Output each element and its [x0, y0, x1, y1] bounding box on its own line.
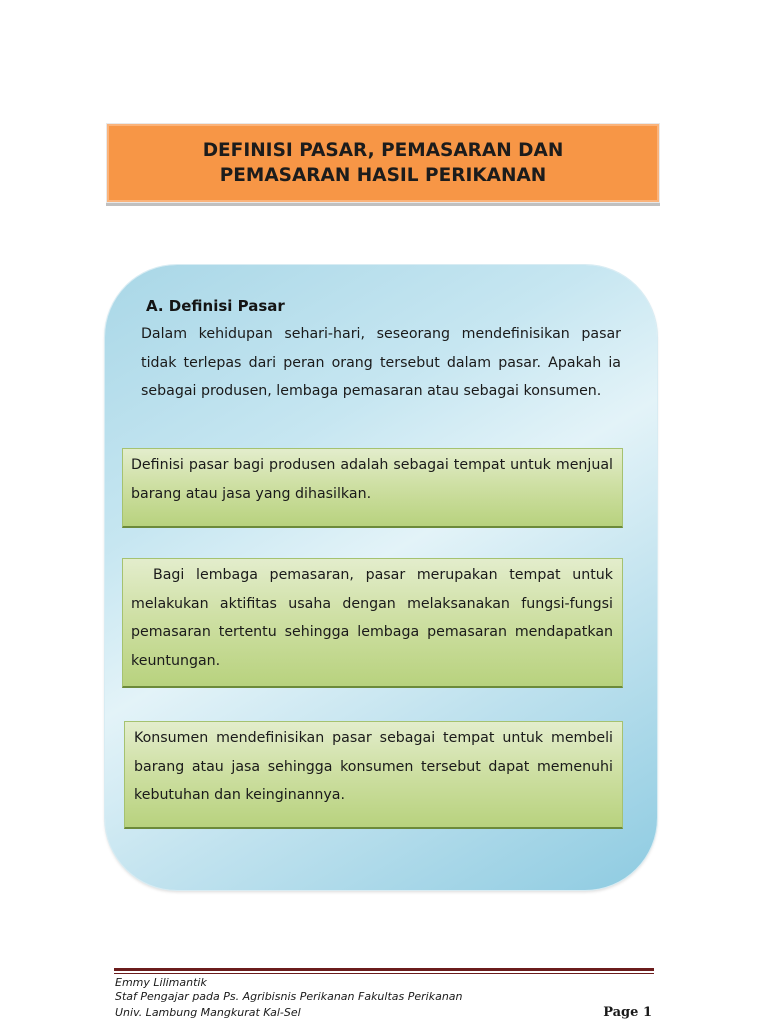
footer-divider	[114, 968, 654, 971]
document-title-banner	[106, 123, 660, 203]
definition-text-consumer: Konsumen mendefinisikan pasar sebagai tempat untuk membeli barang atau jasa sehingga konsumen tersebut dapat memenuhi kebutuhan dan keinginannya.	[134, 730, 613, 803]
definition-text-producer: Definisi pasar bagi produsen adalah sebagai tempat untuk menjual barang atau jasa yang dihasilkan.	[131, 457, 613, 502]
document-title-line-1: DEFINISI PASAR, PEMASARAN DAN	[202, 140, 564, 161]
definition-box-consumer	[124, 721, 623, 829]
document-title-line-2: PEMASARAN HASIL PERIKANAN	[219, 165, 547, 186]
definition-box-producer	[122, 448, 623, 528]
footer-position: Staf Pengajar pada Ps. Agribisnis Perikanan Fakultas Perikanan	[115, 990, 463, 1003]
definition-text-marketing-institution: Bagi lembaga pemasaran, pasar merupakan tempat untuk melakukan aktifitas usaha dengan melaksanakan fungsi-fungsi pemasaran tertentu sehingga lembaga pemasaran mendapatkan keuntungan.	[131, 567, 613, 669]
definition-box-marketing-institution	[122, 558, 623, 688]
page-number: Page 1	[603, 1005, 652, 1020]
footer-divider-thin	[114, 973, 654, 974]
intro-paragraph: Dalam kehidupan sehari-hari, seseorang mendefinisikan pasar tidak terlepas dari peran orang tersebut dalam pasar. Apakah ia sebagai produsen, lembaga pemasaran atau sebagai konsumen.	[141, 326, 621, 399]
footer-institution: Univ. Lambung Mangkurat Kal-Sel	[115, 1006, 301, 1019]
footer-author: Emmy Lilimantik	[115, 976, 207, 989]
section-heading: A. Definisi Pasar	[146, 297, 285, 315]
